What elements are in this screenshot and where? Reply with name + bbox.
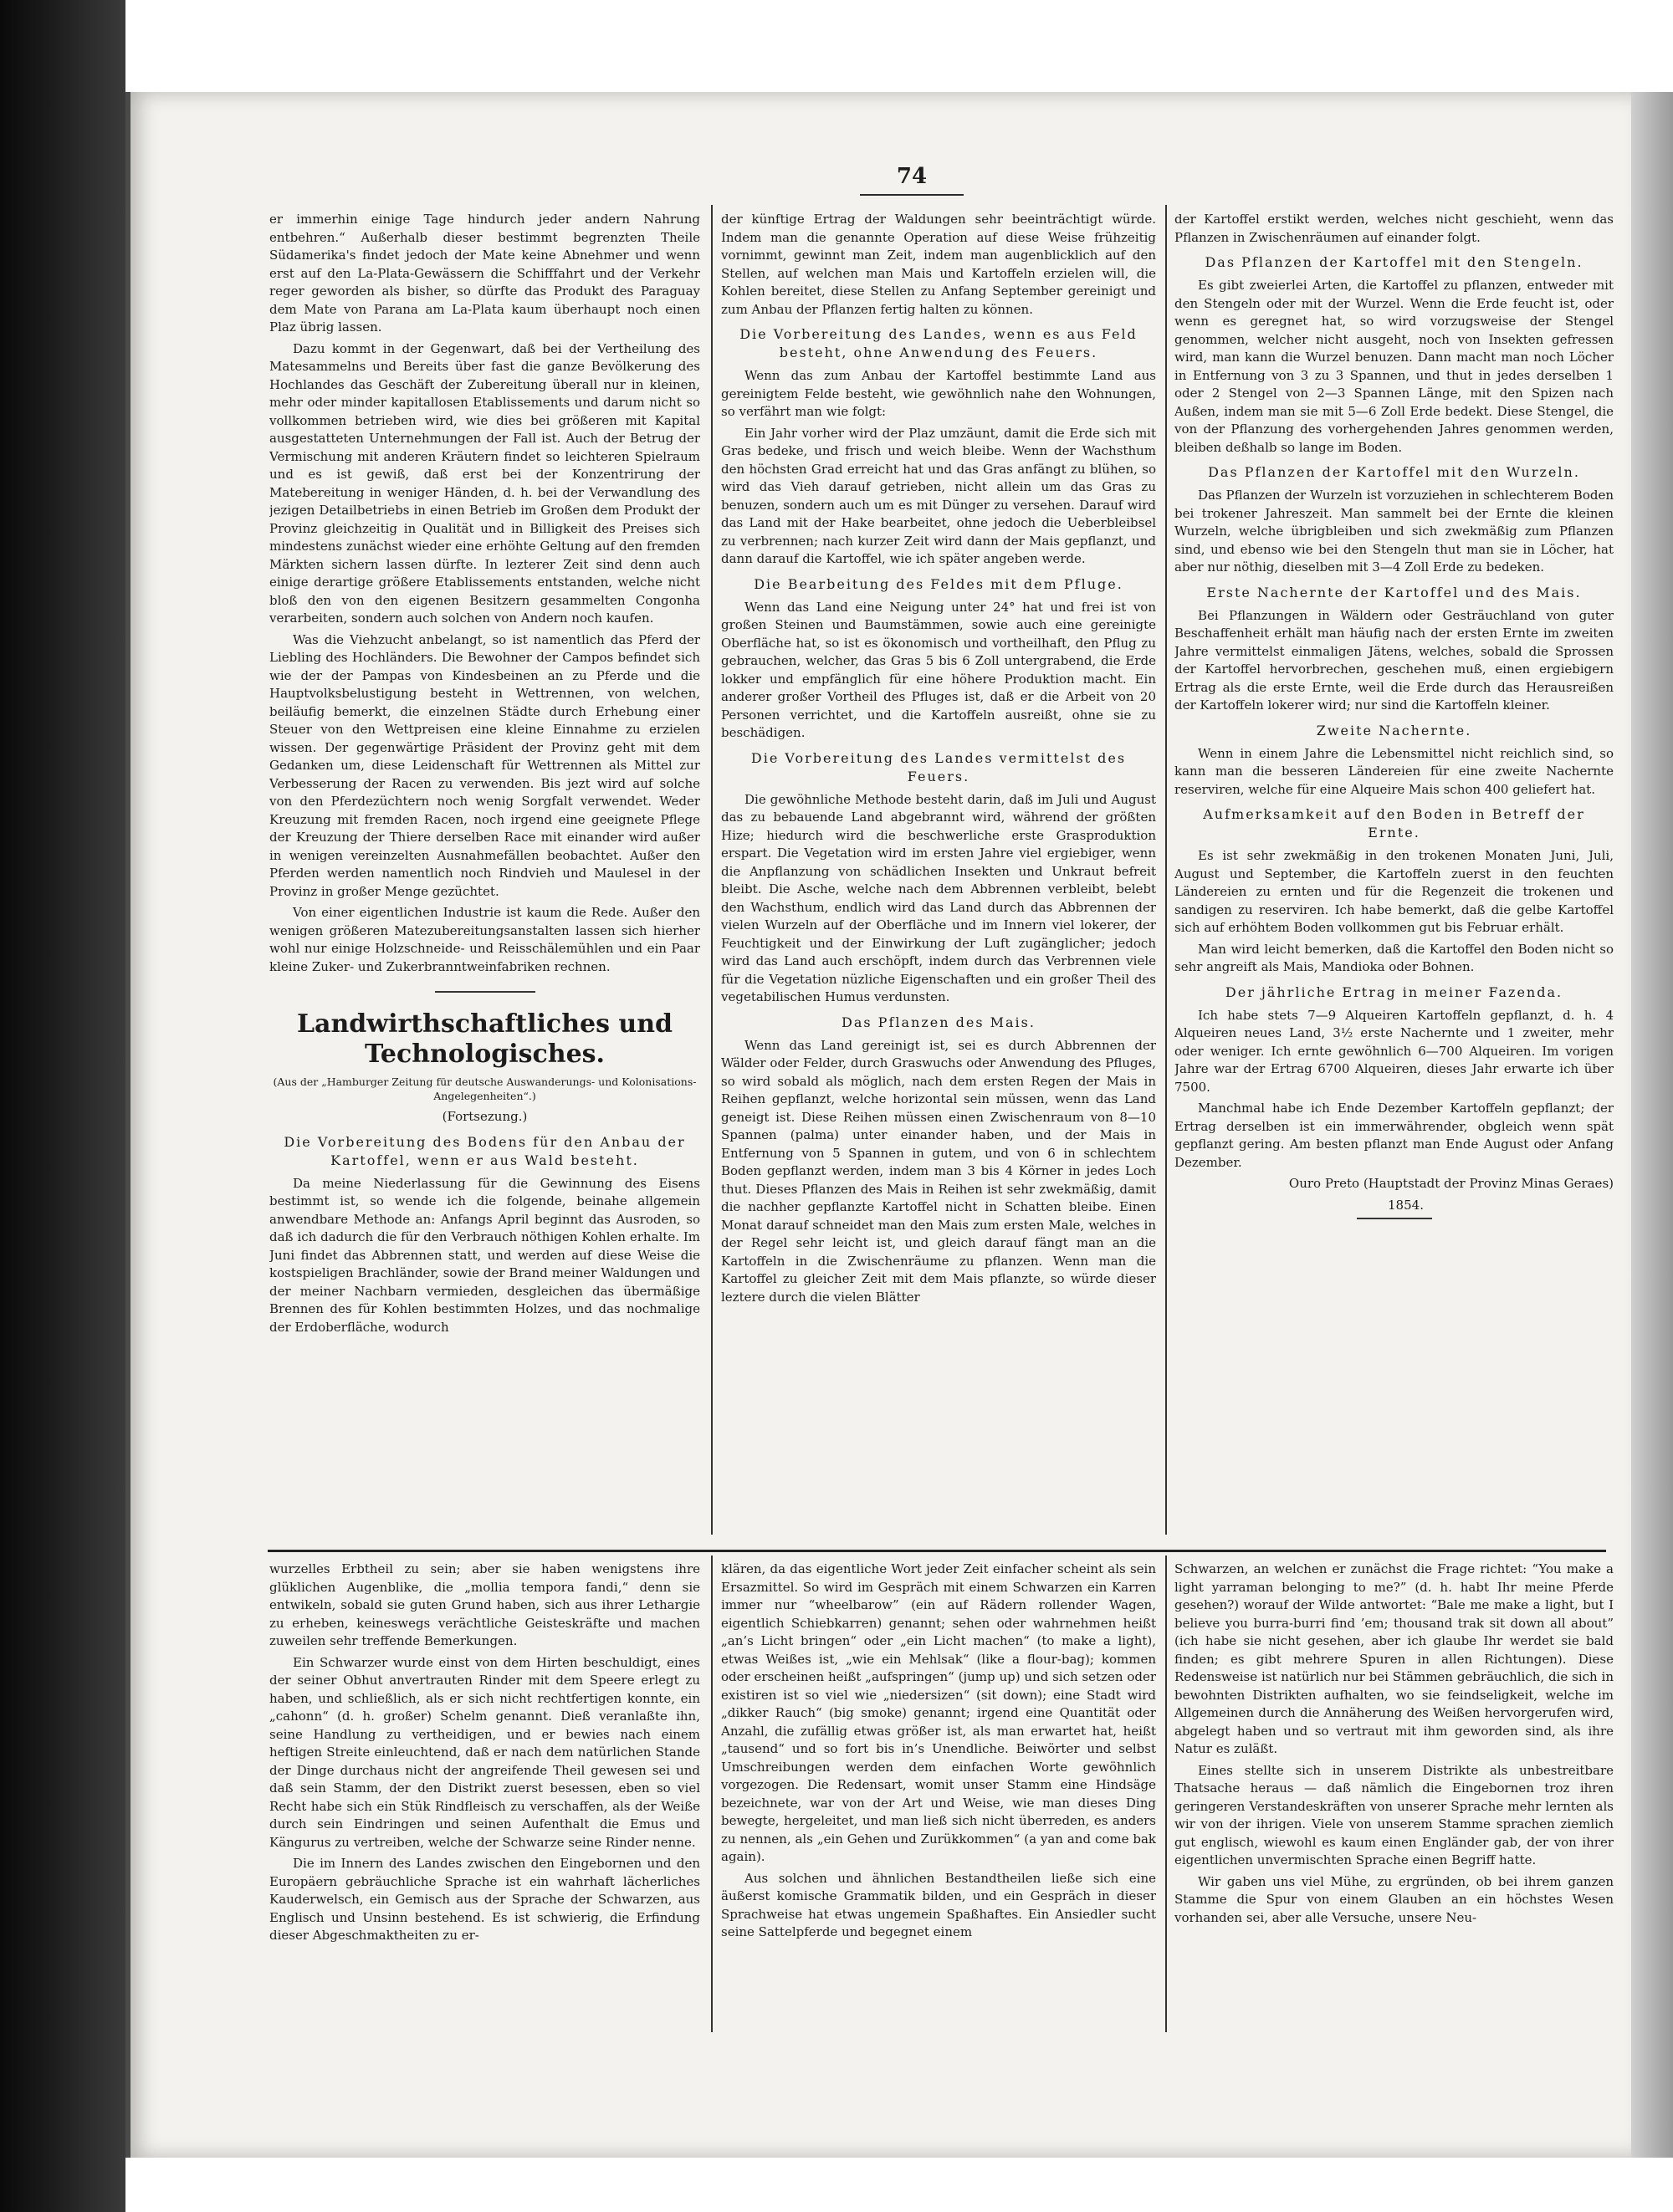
subheading: Der jährliche Ertrag in meiner Fazenda. [1225,983,1563,1000]
paragraph: Man wird leicht bemerken, daß die Kartoffel den Boden nicht so sehr angreift als Mais, Mandioka oder Bohnen. [1174,941,1614,974]
page-number-rule [860,194,964,196]
paragraph: Das Pflanzen der Wurzeln ist vorzuziehen in schlechterem Boden bei trokener Jahreszeit. Man sammelt bei der Ernte die kleinen Wurzeln, welche übrigbleiben und sich zwekmäßig zum Pflanzen sind, und ebenso wie bei den Stengeln thut man sie in Löcher, hat aber nur nöthig, dieselben mit 3—4 Zoll Erde zu bedeken. [1174,488,1614,575]
feuilleton-column-3 [1174,1561,1614,2033]
paragraph: Es gibt zweierlei Arten, die Kartoffel zu pflanzen, entweder mit den Stengeln oder mit der Wurzel. Wenn die Erde feucht ist, oder wenn es geregnet hat, so wird vorzugsweise der Stengel genommen, welcher nicht ausgeht, noch von Insekten gefressen wird, man kann die Wurzel benuzen. Dann macht man noch Löcher in Entfernung von 3 zu 3 Spannen, und thut in jedes derselben 1 oder 2 Stengel von 2—3 Spannen Länge, mit den Spizen nach Außen, indem man sie mit 5—6 Zoll Erde bedekt. Diese Stengel, die von der Pflanzung des vorhergehenden Jahres genommen werden, bleiben deßhalb so lange im Boden. [1174,278,1614,455]
continuation-note: (Fortsezung.) [442,1109,528,1124]
feuilleton-column-1 [269,1561,700,2033]
paragraph: Wenn in einem Jahre die Lebensmittel nicht reichlich sind, so kann man die besseren Ländereien für eine zweite Nachernte reserviren, welche für eine Alqueire Mais schon 400 geliefert hat. [1174,745,1614,797]
paragraph: Bei Pflanzungen in Wäldern oder Gesträuchland von guter Beschaffenheit erhält man häufig nach der ersten Ernte im zweiten Jahre vermittelst einmaligen Jätens, welches, sobald die Sprossen der Kartoffel hervorbrechen, geschehen muß, einen ergiebigern Ertrag als die erste Ernte, weil die Erde durch das Herausreißen der Kartoffeln lokerer wird; nur sind die Kartoffeln kleiner. [1174,607,1614,713]
paragraph: klären, da das eigentliche Wort jeder Zeit einfacher scheint als sein Ersazmittel. So wird im Gespräch mit einem Schwarzen ein Karren immer nur “wheelbarow” (ein auf Rädern rollender Wagen, eigentlich Schiebkarren) genannt; sehen oder wahrnehmen heißt „an’s Licht bringen“ oder „ein Licht machen“ (to make a light), etwas Weißes ist, „wie ein Mehlsak“ (like a flour-bag); kommen oder erscheinen heißt „aufspringen“ (jump up) und sich setzen oder existiren ist so viel wie „niedersizen“ (sit down); eine Stadt wird „dikker Rauch“ (big smoke) genannt; irgend eine Quantität oder Anzahl, die zufällig etwas größer ist, als man erwartet hat, heißt „tausend“ und so fort bis in’s Unendliche. Beiwörter und selbst Umschreibungen werden dem einfachen Worte gewöhnlich vorgezogen. Die Redensart, womit unser Stamm eine Hindsäge bezeichnete, war von der Art und Weise, wie man dieses Ding bewegte, hergeleitet, und man ließ sich nicht überreden, es anders zu nennen, als „ein Gehen und Zurükkommen“ (a yan and come bak again). [721,1561,1156,1864]
paragraph: Schwarzen, an welchen er zunächst die Frage richtet: “You make a light yarraman belonging to me?” (d. h. habt Ihr meine Pferde gesehen?) worauf der Wilde antwortet: “Bale me make a light, but I believe you burra-burri find ’em; thousand trak sit down all about” (ich habe sie nicht gesehen, aber ich glaube Ihr werdet sie bald finden; es gibt mehrere Spuren in allen Richtungen). Diese Redensweise ist natürlich nur bei Stämmen gebräuchlich, die sich in bewohnten Distrikten aufhalten, wo sie feindseligkeit, welche im Allgemeinen durch die Annäherung des Weißen hervorgerufen wird, abgelegt haben und so vertraut mit ihm geworden sind, als ihre Natur es zuläßt. [1174,1561,1614,1756]
paragraph: Aus solchen und ähnlichen Bestandtheilen ließe sich eine äußerst komische Grammatik bilden, und ein Gespräch in dieser Sprachweise hat etwas ungemein Spaßhaftes. Ein Ansiedler sucht seine Sattelpferde und begegnet einem [721,1870,1156,1939]
paragraph: Ein Jahr vorher wird der Plaz umzäunt, damit die Erde sich mit Gras bedeke, und frisch und weich bleibe. Wenn der Wachsthum den höchsten Grad erreicht hat und das Gras anfängt zu blühen, so wird das Vieh darauf getrieben, nicht allein um das Gras zu benuzen, sondern auch um es mit Dünger zu versehen. Darauf wird das Land mit der Hake bearbeitet, ohne jedoch die Ueberbleibsel zu verbrennen; nach kurzer Zeit wird dann der Mais gepflanzt, und dann darauf die Kartoffel, wie ich später angeben werde. [721,425,1156,566]
date-line: 1854. [1388,1197,1424,1213]
paragraph: Was die Viehzucht anbelangt, so ist namentlich das Pferd der Liebling des Hochländers. Die Bewohner der Campos befindet sich wie der der Pampas von Kindesbeinen an zu Pferde und die Hauptvolksbelustigung besteht in Wettrennen, von welchen, beiläufig bemerkt, die einzelnen Städte durch Erhebung einer Steuer von den Wettpreisen eine kleine Einnahme zu erzielen wissen. Der gegenwärtige Präsident der Provinz geht mit dem Gedanken um, diese Leidenschaft für Wettrennen als Mittel zur Verbesserung der Racen zu verwenden. Bis jezt wird auf solche von den Pferdezüchtern noch wenig Sorgfalt verwendet. Weder Kreuzung mit fremden Racen, noch irgend eine geeignete Pflege der Kreuzung der Thiere derselben Race mit einander wird außer in wenigen vereinzelten Ausnahmefällen beobachtet. Außer den Pferden werden namentlich noch Rindvieh und Maulesel in der Provinz in großer Menge gezüchtet. [269,631,700,899]
paragraph: Manchmal habe ich Ende Dezember Kartoffeln gepflanzt; der Ertrag derselben ist ein immerwährender, obgleich wenn spät gepflanzt gering. Am besten pflanzt man Ende August oder Anfang Dezember. [1174,1101,1614,1170]
page-number: 74 [896,164,928,189]
subheading: Die Vorbereitung des Bodens für den Anbau der Kartoffel, wenn er aus Wald besteht. [284,1133,686,1168]
paragraph: der Kartoffel erstikt werden, welches nicht geschieht, wenn das Pflanzen in Zwischenräumen auf einander folgt. [1174,212,1614,245]
subheading: Die Vorbereitung des Landes vermittelst des Feuers. [750,749,1127,784]
feuilleton-column-2 [721,1561,1156,2033]
paragraph: Ein Schwarzer wurde einst von dem Hirten beschuldigt, eines der seiner Obhut anvertrauten Rinder mit dem Speere erlegt zu haben, und schließlich, als er sich nicht rechtfertigen konnte, ein „cahonn“ (d. h. großer) Schelm genannt. Dieß veranlaßte ihn, seine Handlung zu vertheidigen, und er bewies nach einem heftigen Streite einleuchtend, daß er nach dem natürlichen Stande der Dinge durchaus nicht der angreifende Theil gewesen sei und daß sein Stamm, der den Distrikt zuerst besessen, eben so viel Recht habe sich ein Stük Rindfleisch zu verschaffen, als der Weiße durch sein Eindringen und seinen Aufenthalt die Emus und Kängurus zu vertreiben, welche der Schwarze seine Rinder nenne. [269,1654,700,1850]
column-divider [1165,205,1167,1535]
paragraph: Da meine Niederlassung für die Gewinnung des Eisens bestimmt ist, so wende ich die folgende, beinahe allgemein anwendbare Methode an: Anfangs April beginnt das Ausroden, so daß ich dadurch die für den Verbrauch nöthigen Kohlen erhalte. Im Juni findet das Abbrennen statt, und werden auf diese Weise die kostspieligen Brachländer, sowie der Brand meiner Waldungen und der meiner Nachbarn vermieden, desgleichen das übermäßige Brennen des für Kohlen bestimmten Holzes, und das nochmalige der Erdoberfläche, wodurch [269,1175,700,1335]
paragraph: Wenn das Land gereinigt ist, sei es durch Abbrennen der Wälder oder Felder, durch Graswuchs oder Anwendung des Pfluges, so wird sobald als möglich, nach dem ersten Regen der Mais in Reihen gepflanzt, welche horizontal sein müssen, wenn das Land geneigt ist. Diese Reihen müssen einen Zwischenraum von 8—10 Spannen (palma) unter einander haben, und der Mais in Entfernung von 5 Spannen in gutem, und von 6 in schlechtem Boden gepflanzt werden, indem man 3 bis 4 Körner in jedes Loch thut. Dieses Pflanzen des Mais in Reihen ist sehr zwekmäßig, damit die nachher gepflanzte Kartoffel nicht in Schatten bleibe. Einen Monat darauf schneidet man den Mais zum ersten Male, welches in der Regel sehr leicht ist, und gleich darauf fängt man an die Kartoffeln in die Zwischenräume zu pflanzen. Wenn man die Kartoffel zu gleicher Zeit mit dem Mais pflanzte, so würde dieser leztere durch die vielen Blätter [721,1037,1156,1305]
article-column-3 [1174,211,1614,1540]
paragraph: Wir gaben uns viel Mühe, zu ergründen, ob bei ihrem ganzen Stamme die Spur von einem Glauben an ein höchstes Wesen vorhanden sei, aber alle Versuche, unsere Neu- [1174,1873,1614,1925]
paragraph: Es ist sehr zwekmäßig in den trokenen Monaten Juni, Juli, August und September, die Kartoffeln zuerst in den feuchten Ländereien zu ernten und für die Regenzeit die trokenen und sandigen zu reserviren. Ich habe bemerkt, daß die gelbe Kartoffel sich auf erhöhtem Boden vollkommen gut bis Februar erhält. [1174,848,1614,935]
book-binding-edge [0,0,125,2212]
paragraph: Die gewöhnliche Methode besteht darin, daß im Juli und August das zu bebauende Land abgebrannt wird, während der größten Hize; hiedurch wird die beschwerliche erste Grasproduktion erspart. Die Vegetation wird im ersten Jahre viel ergiebiger, wenn die Anpflanzung von schädlichen Insekten und Unkraut befreit bleibt. Die Asche, welche nach dem Abbrennen verbleibt, belebt den Wachsthum, endlich wird das Land durch das Abbrennen der vielen Wurzeln auf der Oberfläche und im Innern viel lokerer, der Feuchtigkeit und der Einwirkung der Luft zugänglicher; jedoch wird das Land auch erschöpft, indem durch das Verbrennen viele für die Vegetation nüzliche Eigenschaften und ein großer Theil des vegetabilischen Humus verdunsten. [721,791,1156,1004]
subheading: Aufmerksamkeit auf den Boden in Betreff der Ernte. [1203,806,1585,840]
paragraph: Eines stellte sich in unserem Distrikte als unbestreitbare Thatsache heraus — daß nämlich die Eingebornen troz ihren geringeren Verstandeskräften von unserer Sprache mehr lernten als wir von der ihrigen. Viele von unserem Stamme sprachen ziemlich gut englisch, wiewohl es kaum einen Engländer gab, der von ihrer eigentlichen unvermischten Sprache einen Begriff hatte. [1174,1762,1614,1867]
end-rule [1357,1218,1432,1219]
column-divider [711,1556,713,2032]
article-separator [435,991,535,993]
subheading: Die Vorbereitung des Landes, wenn es aus Feld besteht, ohne Anwendung des Feuers. [739,326,1138,360]
column-divider [711,205,713,1535]
source-note: (Aus der „Hamburger Zeitung für deutsche Auswanderungs- und Kolonisations-Angelegenheiten“.) [273,1075,697,1102]
paragraph: der künftige Ertrag der Waldungen sehr beeinträchtigt würde. Indem man die genannte Operation auf diese Weise frühzeitig vornimmt, gewinnt man Zeit, indem man augenblicklich auf den Stellen, auf welchen man Mais und Kartoffeln erzielen will, die Kohlen bereitet, diese Stellen zu Anfang September gereinigt und zum Anbau der Pflanzen fertig halten zu können. [721,212,1156,317]
subheading: Das Pflanzen des Mais. [842,1014,1036,1030]
paragraph: Von einer eigentlichen Industrie ist kaum die Rede. Außer den wenigen größeren Matezubereitungsanstalten lassen sich hierher wohl nur einige Holzschneide- und Reisschälemühlen und ein Paar kleine Zuker- und Zukerbranntweinfabriken rechnen. [269,905,700,974]
section-title: Landwirthschaftliches und Technologisches. [296,1009,673,1069]
paragraph: Ich habe stets 7—9 Alqueiren Kartoffeln gepflanzt, d. h. 4 Alqueiren neues Land, 3½ erste Nachernte und 1 zweiter, mehr oder weniger. Ich ernte gewöhnlich 6—700 Alqueiren. Im vorigen Jahre war der Ertrag 6700 Alqueiren, dieses Jahr erwarte ich über 7500. [1174,1007,1614,1095]
subheading: Erste Nachernte der Kartoffel und des Mais. [1206,584,1582,600]
signature: Ouro Preto (Hauptstadt der Provinz Minas Geraes) [1288,1176,1614,1191]
paragraph: Dazu kommt in der Gegenwart, daß bei der Vertheilung des Matesammelns und Bereits über fast die ganze Bevölkerung des Hochlandes das Geschäft der Zubereitung überall nur in kleinen, mehr oder minder kapitallosen Etablissements und darum nicht so vollkommen betrieben wird, wie dies bei größeren mit Kapital ausgestatteten Unternehmungen der Fall ist. Auch der Betrug der Vermischung mit anderen Kräutern findet so leichteren Spielraum und es ist gewiß, daß erst bei der Konzentrirung der Matebereitung in weniger Händen, d. h. bei der Verwandlung des jezigen Detailbetriebs in einen Betrieb im Großen dem Produkt der Provinz gleichzeitig in Qualität und in Billigkeit des Preises sich mindestens zunächst wieder eine erhöhte Geltung auf den fremden Märkten sichern lassen dürfte. In lezterer Zeit sind denn auch einige derartige größere Etablissements entstanden, welche nicht bloß den von den eigenen Besitzern gesammelten Congonha verarbeiten, sondern auch solchen von Andern noch kaufen. [269,340,700,626]
article-column-2 [721,211,1156,1540]
subheading: Die Bearbeitung des Feldes mit dem Pfluge. [754,575,1123,592]
paragraph: er immerhin einige Tage hindurch jeder andern Nahrung entbehren.“ Außerhalb dieser bestimmt begrenzten Theile Südamerika's findet jedoch der Mate keine Abnehmer und wenn erst auf den La-Plata-Gewässern die Schifffahrt und der Verkehr reger geworden als bisher, so dürfte das Produkt des Paraguay dem Mate von Parana am La-Plata kaum überhaupt noch einen Plaz übrig lassen. [269,212,700,335]
paragraph: Wenn das Land eine Neigung unter 24° hat und frei ist von großen Steinen und Baumstämmen, sowie auch eine gereinigte Oberfläche hat, so ist es ökonomisch und vortheilhaft, den Pflug zu gebrauchen, welcher, das Gras 5 bis 6 Zoll untergrabend, die Erde lokker und empfänglich für eine höhere Produktion macht. Ein anderer großer Vortheil des Pfluges ist, daß er die Arbeit von 20 Personen verrichtet, und die Kartoffeln ausreißt, ohne sie zu beschädigen. [721,599,1156,740]
subheading: Das Pflanzen der Kartoffel mit den Stengeln. [1205,254,1583,270]
page-edge-shadow [1631,92,1673,2158]
paragraph: Die im Innern des Landes zwischen den Eingebornen und den Europäern gebräuchliche Sprache ist ein wahrhaft lächerliches Kauderwelsch, ein Gemisch aus der Sprache der Schwarzen, aus Englisch und Unsinn bestehend. Es ist schwierig, die Erfindung dieser Abgeschmaktheiten zu er- [269,1856,700,1943]
column-divider [1165,1556,1167,2032]
paragraph: wurzelles Erbtheil zu sein; aber sie haben wenigstens ihre glüklichen Augenblike, die „mollia tempora fandi,“ denn sie entwikeln, sobald sie guten Grund haben, sich aus ihrer Lethargie zu erheben, keineswegs verächtliche Geisteskräfte und machen zuweilen sehr treffende Bemerkungen. [269,1561,700,1648]
paragraph: Wenn das zum Anbau der Kartoffel bestimmte Land aus gereinigtem Felde besteht, wie gewöhnlich nahe den Wohnungen, so verfährt man wie folgt: [721,368,1156,419]
article-column-1 [269,211,700,1540]
lower-section-rule [268,1550,1606,1552]
subheading: Zweite Nachernte. [1316,722,1472,738]
subheading: Das Pflanzen der Kartoffel mit den Wurzeln. [1208,464,1580,480]
